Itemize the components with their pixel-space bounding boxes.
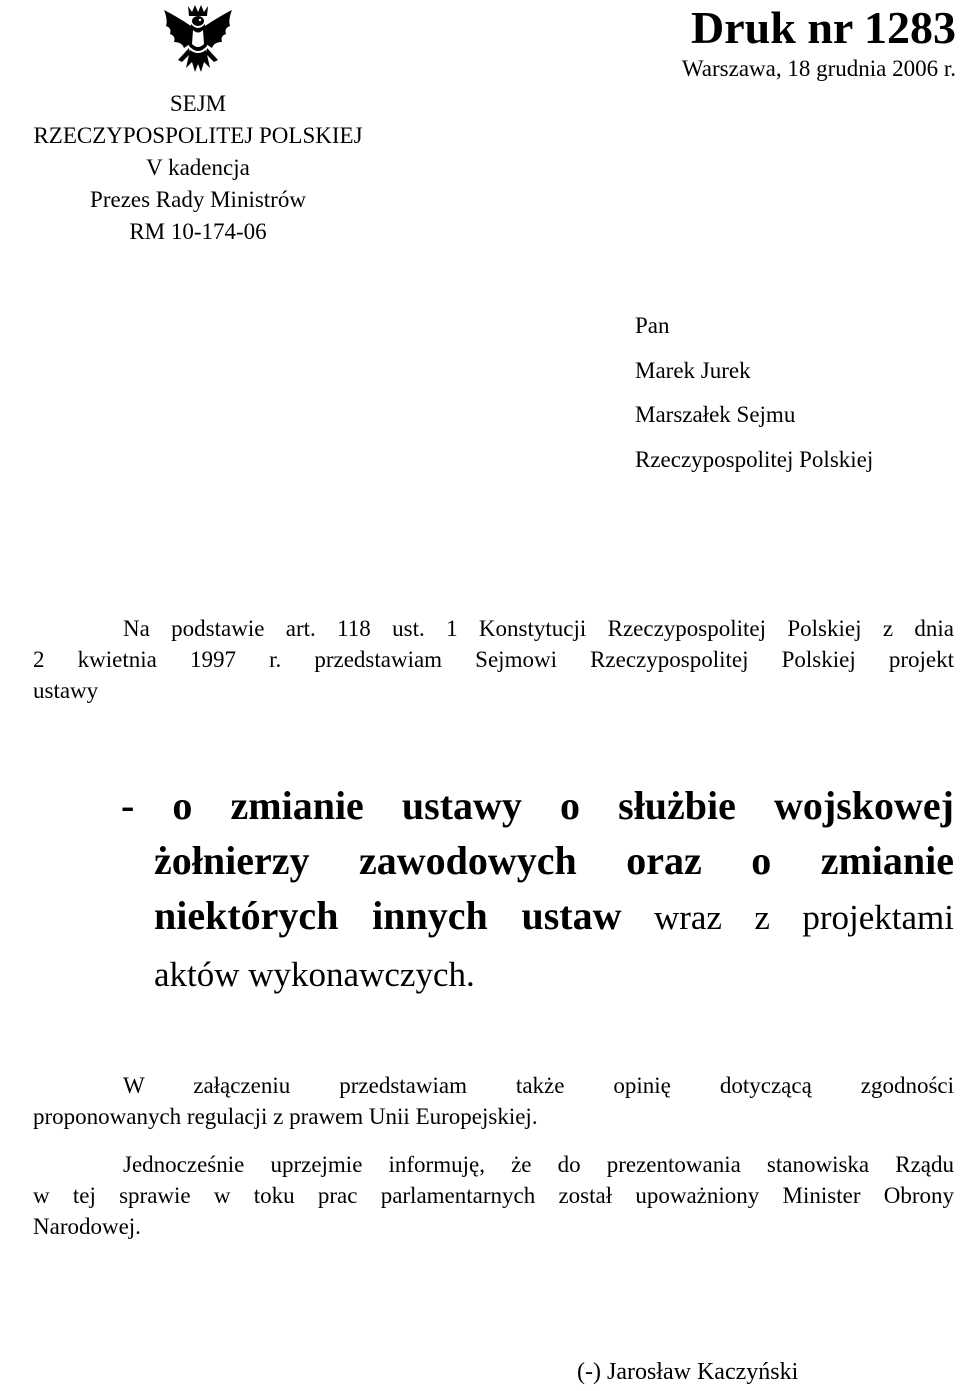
- paragraph-line: proponowanych regulacji z prawem Unii Europejskiej.: [33, 1104, 538, 1129]
- recipient-line: Marek Jurek: [635, 357, 751, 383]
- paragraph-line: Narodowej.: [33, 1214, 141, 1239]
- paragraph-line: w tej sprawie w toku prac parlamentarnych został upoważniony Minister Obrony: [33, 1183, 954, 1208]
- attachment-paragraph: [33, 1070, 954, 1132]
- bill-title-text: - o zmianie ustawy o służbie wojskowej: [121, 783, 954, 828]
- sender-line: RZECZYPOSPOLITEJ POLSKIEJ: [33, 123, 363, 148]
- bill-title-text: żołnierzy zawodowych oraz o zmianie: [154, 838, 954, 883]
- signature: (-) Jarosław Kaczyński: [577, 1359, 799, 1385]
- sender-line: V kadencja: [146, 155, 250, 180]
- recipient-line: Marszałek Sejmu: [635, 402, 796, 427]
- place-date: Warszawa, 18 grudnia 2006 r.: [681, 56, 956, 81]
- bill-title: [121, 778, 954, 1002]
- recipient-line: Rzeczypospolitej Polskiej: [635, 446, 874, 472]
- paragraph-line: 2 kwietnia 1997 r. przedstawiam Sejmowi Rzeczypospolitej Polskiej projekt: [33, 647, 954, 672]
- sender-line: RM 10-174-06: [129, 219, 267, 244]
- sender-line: SEJM: [169, 91, 227, 116]
- bill-title-suffix: wraz z projektami: [621, 898, 955, 937]
- sender-block: [0, 88, 396, 248]
- bill-title-suffix: aktów wykonawczych.: [154, 955, 475, 994]
- intro-paragraph: [33, 613, 954, 706]
- bill-title-text: niektórych innych ustaw: [154, 893, 622, 938]
- bill-title-line: [121, 778, 954, 833]
- bill-title-line: [121, 833, 954, 888]
- paragraph-line: ustawy: [33, 678, 99, 703]
- sender-line: Prezes Rady Ministrów: [90, 187, 306, 212]
- representative-paragraph: [33, 1149, 954, 1242]
- paragraph-line: W załączeniu przedstawiam także opinię dotyczącą zgodności: [123, 1073, 954, 1098]
- recipient-line: Pan: [635, 313, 670, 338]
- recipient-block: [635, 304, 873, 482]
- print-number: Druk nr 1283: [691, 2, 956, 53]
- bill-title-line: [121, 945, 954, 1002]
- paragraph-line: Jednocześnie uprzejmie informuję, że do prezentowania stanowiska Rządu: [123, 1152, 954, 1177]
- paragraph-line: Na podstawie art. 118 ust. 1 Konstytucji Rzeczypospolitej Polskiej z dnia: [123, 616, 954, 641]
- bill-title-line: [121, 888, 954, 945]
- polish-eagle-emblem-icon: [162, 2, 234, 80]
